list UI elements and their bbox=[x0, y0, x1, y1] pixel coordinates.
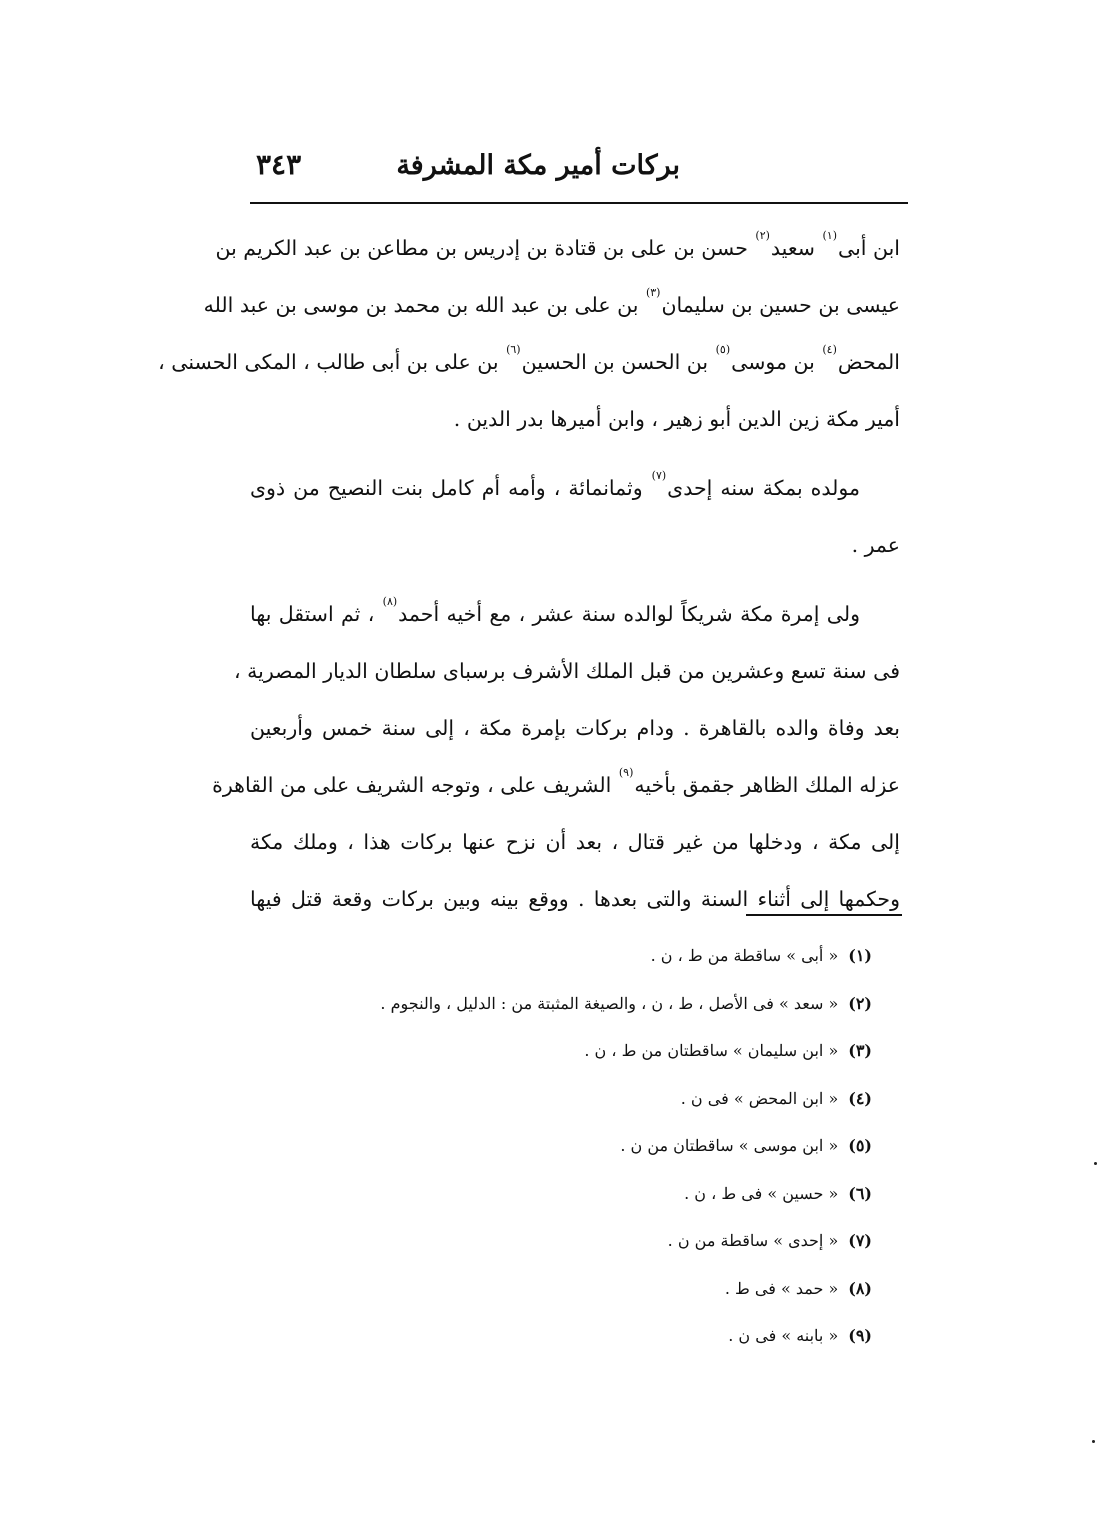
footnotes bbox=[250, 932, 872, 1360]
footnote-text: « إحدى » ساقطة من ن . bbox=[667, 1231, 839, 1250]
page-header bbox=[250, 140, 910, 200]
footnote-rule bbox=[746, 914, 902, 916]
footnote-text: « أبى » ساقطة من ط ، ن . bbox=[650, 946, 839, 965]
line-segment: ، ثم استقل بها bbox=[250, 602, 375, 626]
text-line bbox=[203, 277, 900, 334]
footnote bbox=[250, 1312, 872, 1360]
line-segment: وثمانمائة ، وأمه أم كامل بنت النصيح من ذوى bbox=[250, 476, 643, 500]
footnote-number: (٨) bbox=[848, 1278, 872, 1298]
footnote-text: « بابنه » فى ن . bbox=[728, 1326, 839, 1345]
footnote-number: (٤) bbox=[848, 1088, 872, 1108]
scan-speck bbox=[1094, 1162, 1097, 1165]
text-line: عمر . bbox=[851, 533, 900, 557]
text-line bbox=[215, 220, 900, 277]
line-segment: بن موسى bbox=[731, 350, 815, 374]
footnote-marker: (٩) bbox=[618, 766, 634, 779]
footnote-marker: (٦) bbox=[506, 343, 521, 356]
line-segment: ابن أبى bbox=[837, 236, 900, 260]
footnote-marker: (١) bbox=[822, 229, 837, 242]
line-segment: مولده بمكة سنه إحدى bbox=[667, 476, 861, 500]
footnote bbox=[250, 1217, 872, 1265]
line-segment: ولى إمرة مكة شريكاً لوالده سنة عشر ، مع أخيه أحمد bbox=[398, 602, 860, 626]
line-segment: عزله الملك الظاهر جقمق بأخيه bbox=[634, 773, 900, 797]
footnote bbox=[250, 980, 872, 1028]
footnote bbox=[250, 1122, 872, 1170]
line-segment: سعيد bbox=[770, 236, 815, 260]
footnote bbox=[250, 1027, 872, 1075]
main-text bbox=[158, 220, 900, 928]
scan-speck bbox=[1092, 1440, 1095, 1443]
footnote-number: (١) bbox=[848, 946, 872, 965]
footnote-text: « ابن موسى » ساقطتان من ن . bbox=[620, 1136, 839, 1155]
footnote-marker: (٨) bbox=[382, 595, 398, 608]
line-segment: بن الحسن بن الحسين bbox=[521, 350, 709, 374]
footnote-marker: (٣) bbox=[645, 286, 661, 299]
header-rule bbox=[250, 202, 908, 204]
text-line bbox=[212, 757, 900, 814]
text-line: وحكمها إلى أثناء السنة والتى بعدها . ووقع بينه وبين بركات وقعة قتل فيها bbox=[250, 887, 900, 911]
footnote-text: « حمد » فى ط . bbox=[724, 1278, 839, 1298]
footnote-marker: (٤) bbox=[822, 343, 837, 356]
line-segment: حسن بن على بن قتادة بن إدريس بن مطاعن بن عبد الكريم بن bbox=[215, 236, 748, 260]
footnote-text: « ابن المحض » فى ن . bbox=[680, 1088, 839, 1108]
footnote-number: (٦) bbox=[848, 1183, 872, 1203]
page-number: ٣٤٣ bbox=[256, 148, 302, 181]
footnote bbox=[250, 1170, 872, 1218]
line-segment: الشريف على ، وتوجه الشريف على من القاهرة bbox=[212, 773, 612, 797]
footnote-marker: (٢) bbox=[755, 229, 770, 242]
footnote-marker: (٧) bbox=[651, 469, 667, 482]
footnote-number: (٣) bbox=[848, 1041, 872, 1060]
footnote-number: (٢) bbox=[848, 993, 872, 1013]
line-segment: عيسى بن حسين بن سليمان bbox=[661, 293, 900, 317]
running-title: بركات أمير مكة المشرفة bbox=[396, 150, 680, 181]
footnote-number: (٧) bbox=[848, 1231, 872, 1250]
line-segment: بن على بن أبى طالب ، المكى الحسنى ، bbox=[158, 350, 499, 374]
text-line bbox=[250, 586, 900, 643]
footnote bbox=[250, 1075, 872, 1123]
footnote-text: « ابن سليمان » ساقطتان من ط ، ن . bbox=[584, 1041, 839, 1060]
footnote-text: « حسين » فى ط ، ن . bbox=[684, 1183, 839, 1203]
footnote bbox=[250, 1265, 872, 1313]
text-line bbox=[158, 334, 900, 391]
line-segment: بن على بن عبد الله بن محمد بن موسى بن عبد الله bbox=[203, 293, 639, 317]
footnote-marker: (٥) bbox=[715, 343, 731, 356]
text-line: فى سنة تسع وعشرين من قبل الملك الأشرف برسباى سلطان الديار المصرية ، bbox=[234, 659, 900, 683]
footnote-number: (٩) bbox=[848, 1326, 872, 1345]
line-segment: المحض bbox=[837, 350, 900, 374]
text-line bbox=[250, 460, 900, 517]
text-line: إلى مكة ، ودخلها من غير قتال ، بعد أن نزح عنها بركات هذا ، وملك مكة bbox=[250, 830, 900, 854]
footnote bbox=[250, 932, 872, 980]
text-line: بعد وفاة والده بالقاهرة . ودام بركات بإمرة مكة ، إلى سنة خمس وأربعين bbox=[250, 716, 900, 740]
text-line: أمير مكة زين الدين أبو زهير ، وابن أميرها بدر الدين . bbox=[453, 407, 900, 431]
footnote-number: (٥) bbox=[848, 1136, 872, 1155]
footnote-text: « سعد » فى الأصل ، ط ، ن ، والصيغة المثبتة من : الدليل ، والنجوم . bbox=[380, 993, 839, 1013]
